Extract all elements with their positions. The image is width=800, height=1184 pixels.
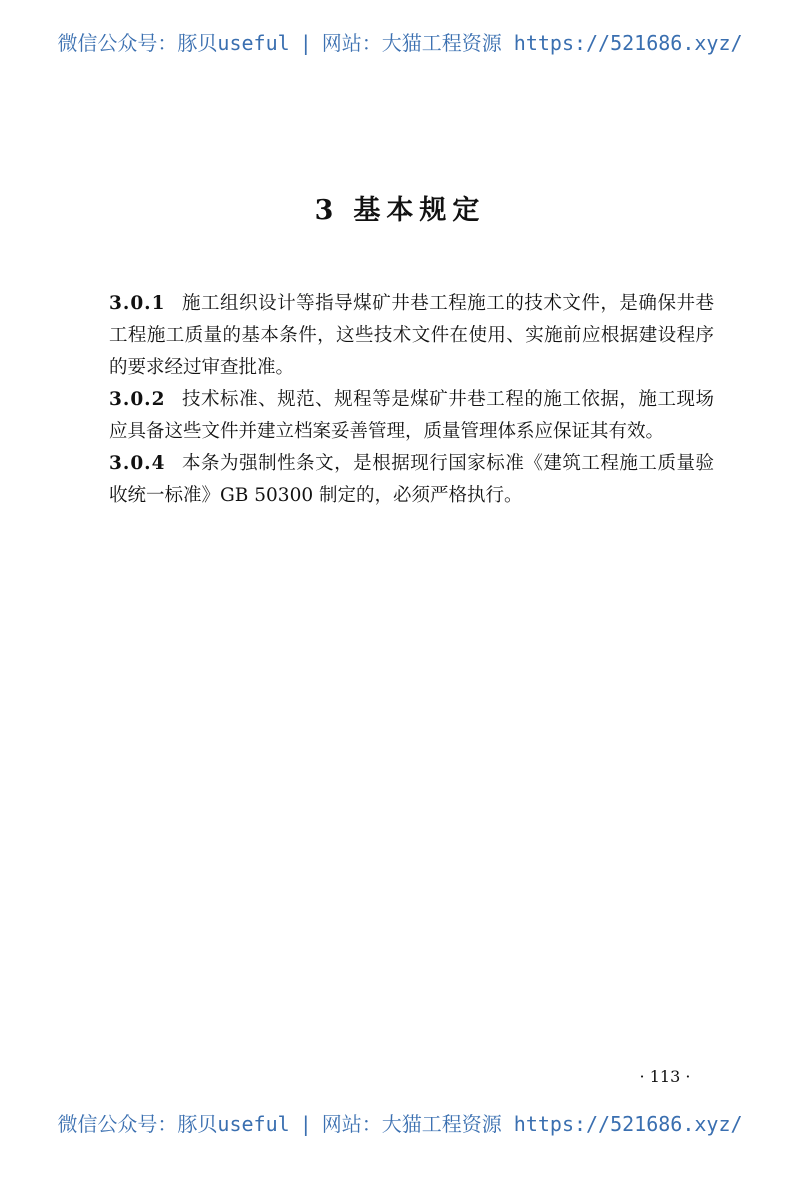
clause-3-0-4 <box>109 448 714 512</box>
banner-separator: | <box>299 1112 312 1136</box>
chapter-heading: 基本规定 <box>353 195 486 226</box>
watermark-banner-top <box>0 29 800 57</box>
clause-number: 3.0.4 <box>109 453 166 474</box>
watermark-banner-bottom <box>0 1110 800 1138</box>
clause-text: 技术标准、规范、规程等是煤矿井巷工程的施工依据，施工现场应具备这些文件并建立档案妥善管理，质量管理体系应保证其有效。 <box>109 389 714 442</box>
chapter-title <box>0 188 800 227</box>
clause-text: 本条为强制性条文，是根据现行国家标准《建筑工程施工质量验收统一标准》GB 50300 制定的，必须严格执行。 <box>109 453 714 506</box>
banner-site: 网站：大猫工程资源 https://521686.xyz/ <box>321 1112 743 1136</box>
banner-site: 网站：大猫工程资源 https://521686.xyz/ <box>321 31 743 55</box>
page-number: · 113 · <box>639 1067 691 1086</box>
chapter-number: 3 <box>314 195 340 226</box>
banner-separator: | <box>299 31 312 55</box>
clause-number: 3.0.1 <box>109 293 166 314</box>
clause-3-0-1 <box>109 288 714 384</box>
clause-3-0-2 <box>109 384 714 448</box>
clause-text: 施工组织设计等指导煤矿井巷工程施工的技术文件，是确保井巷工程施工质量的基本条件，这些技术文件在使用、实施前应根据建设程序的要求经过审查批准。 <box>109 293 714 378</box>
banner-account: 微信公众号：豚贝useful <box>57 1112 290 1136</box>
banner-account: 微信公众号：豚贝useful <box>57 31 290 55</box>
clause-list <box>109 288 714 512</box>
clause-number: 3.0.2 <box>109 389 166 410</box>
